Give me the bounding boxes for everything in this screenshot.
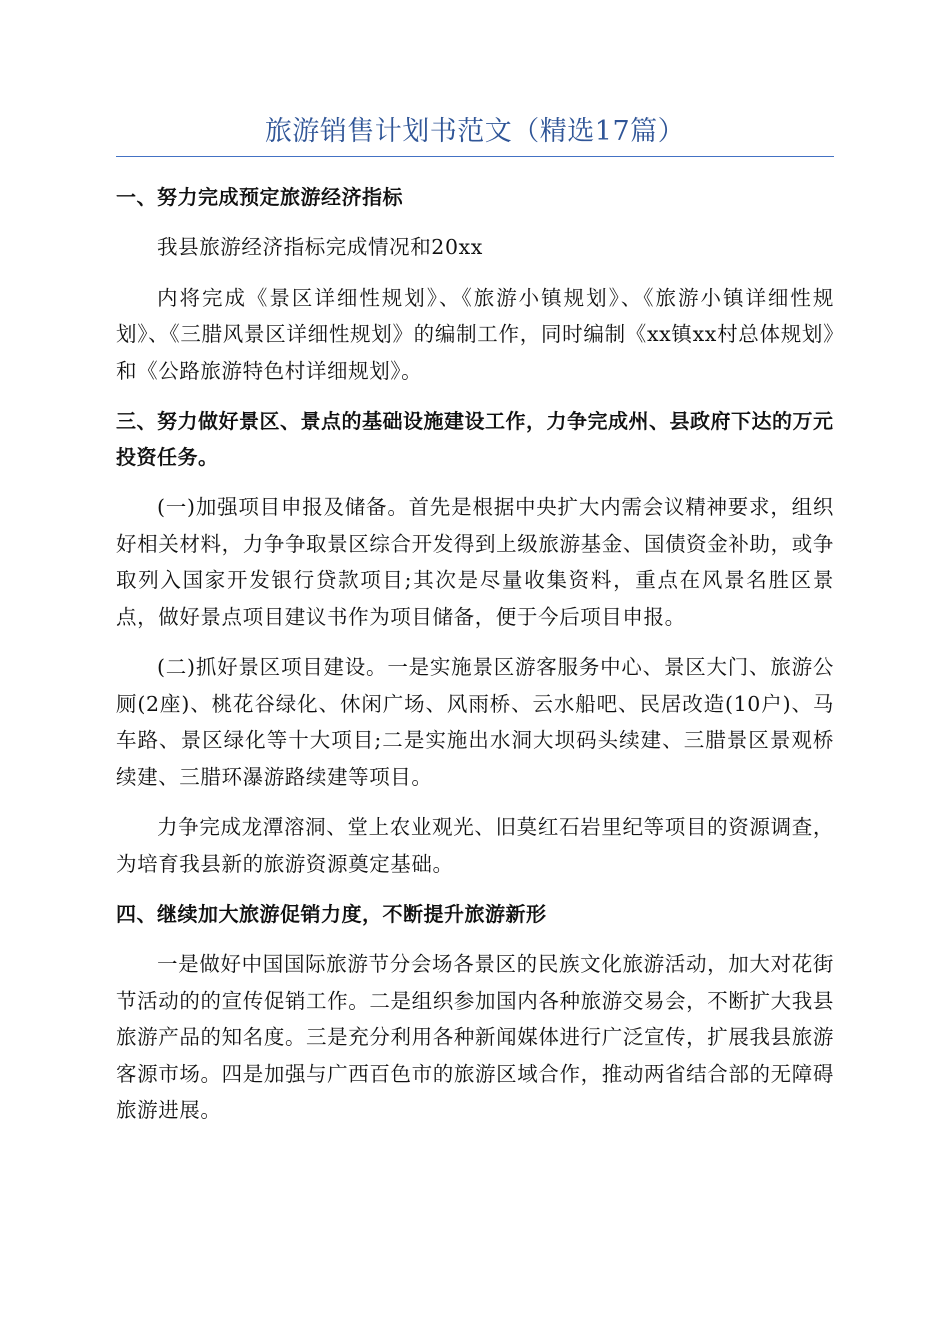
paragraph-3: (一)加强项目申报及储备。首先是根据中央扩大内需会议精神要求，组织好相关材料，力争争取景区综合开发得到上级旅游基金、国债资金补助，或争取列入国家开发银行贷款项目;其次是尽量收集资料，重点在风景名胜区景点，做好景点项目建议书作为项目储备，便于今后项目申报。: [116, 495, 834, 629]
section-heading-4: 四、继续加大旅游促销力度，不断提升旅游新形: [116, 902, 547, 926]
paragraph-4: (二)抓好景区项目建设。一是实施景区游客服务中心、景区大门、旅游公厕(2座)、桃花谷绿化、休闲广场、风雨桥、云水船吧、民居改造(10户)、马车路、景区绿化等十大项目;二是实施出水洞大坝码头续建、三腊景区景观桥续建、三腊环瀑游路续建等项目。: [116, 655, 834, 789]
paragraph-1: 我县旅游经济指标完成情况和20xx: [157, 235, 483, 259]
paragraph-5: 力争完成龙潭溶洞、堂上农业观光、旧莫红石岩里纪等项目的资源调查，为培育我县新的旅游资源奠定基础。: [116, 815, 834, 876]
document-page: [116, 112, 834, 1143]
section-heading-1: 一、努力完成预定旅游经济指标: [116, 185, 403, 209]
paragraph-6: 一是做好中国国际旅游节分会场各景区的民族文化旅游活动，加大对花街节活动的的宣传促销工作。二是组织参加国内各种旅游交易会，不断扩大我县旅游产品的知名度。三是充分利用各种新闻媒体进行广泛宣传，扩展我县旅游客源市场。四是加强与广西百色市的旅游区域合作，推动两省结合部的无障碍旅游进展。: [116, 952, 834, 1122]
document-title: 旅游销售计划书范文（精选17篇）: [116, 112, 834, 157]
section-heading-3: 三、努力做好景区、景点的基础设施建设工作，力争完成州、县政府下达的万元投资任务。: [116, 409, 834, 469]
paragraph-2: 内将完成《景区详细性规划》、《旅游小镇规划》、《旅游小镇详细性规划》、《三腊风景区详细性规划》的编制工作，同时编制《xx镇xx村总体规划》和《公路旅游特色村详细规划》。: [116, 285, 834, 383]
